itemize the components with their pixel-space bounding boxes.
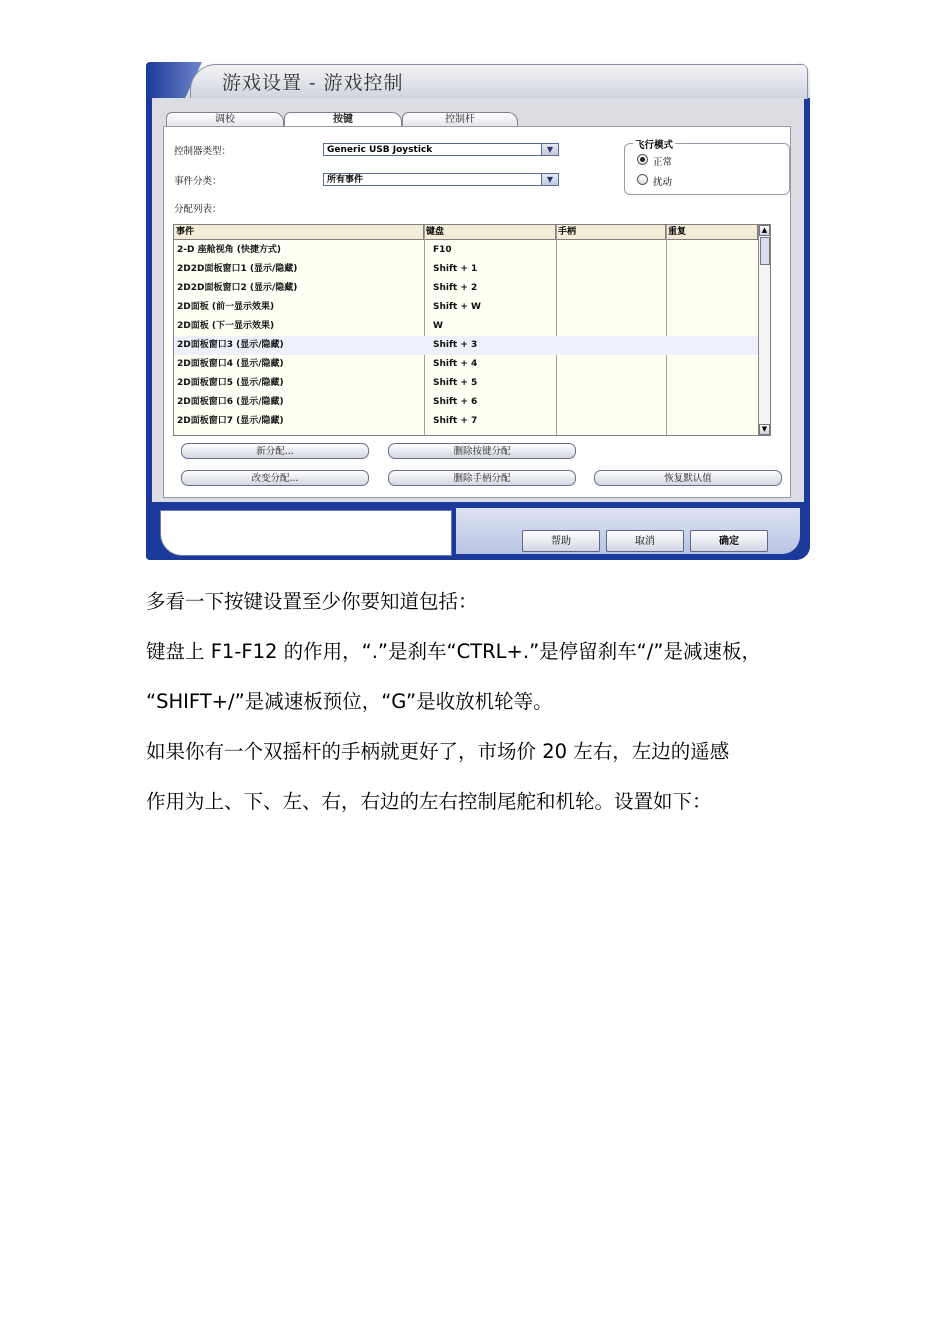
- chevron-down-icon[interactable]: ▼: [541, 174, 558, 185]
- delete-key-assign-button[interactable]: 删除按键分配: [388, 443, 576, 459]
- row-keyboard: Shift + 2: [433, 283, 478, 293]
- table-header: [174, 225, 758, 240]
- tab-joystick[interactable]: 控制杆: [402, 112, 518, 127]
- footer-right-panel: [456, 508, 800, 554]
- row-keyboard: F10: [433, 245, 452, 255]
- radio-normal-label: 正常: [653, 157, 673, 168]
- column-header-event[interactable]: 事件: [174, 225, 424, 239]
- keys-panel: [163, 126, 791, 498]
- controller-type-value: Generic USB Joystick: [327, 145, 433, 155]
- table-row[interactable]: [174, 393, 758, 412]
- radio-normal[interactable]: [637, 154, 648, 165]
- radio-turbulence[interactable]: [637, 174, 648, 185]
- assignment-table: [173, 224, 771, 436]
- row-keyboard: Shift + 5: [433, 378, 478, 388]
- scroll-up-icon[interactable]: ▲: [759, 225, 770, 236]
- table-row[interactable]: [174, 374, 758, 393]
- controller-type-select[interactable]: [323, 143, 559, 156]
- table-row[interactable]: [174, 279, 758, 298]
- tab-keys[interactable]: 按键: [284, 112, 402, 128]
- chevron-down-icon[interactable]: ▼: [541, 144, 558, 155]
- radio-turbulence-label: 扰动: [653, 177, 673, 188]
- table-row[interactable]: [174, 298, 758, 317]
- ok-button[interactable]: 确定: [690, 530, 768, 552]
- row-keyboard: Shift + 6: [433, 397, 478, 407]
- table-scrollbar[interactable]: [758, 225, 770, 435]
- restore-defaults-button[interactable]: 恢复默认值: [594, 470, 782, 486]
- row-event: 2D面板窗口5 (显示/隐藏): [177, 378, 284, 388]
- row-event: 2D面板窗口6 (显示/隐藏): [177, 397, 284, 407]
- event-category-value: 所有事件: [327, 175, 364, 185]
- event-category-label: 事件分类：: [174, 176, 222, 187]
- row-event: 2D面板 (下一显示效果): [177, 321, 275, 331]
- table-row[interactable]: [174, 241, 758, 260]
- assignment-list-label: 分配列表：: [174, 204, 222, 215]
- event-category-select[interactable]: [323, 173, 559, 186]
- game-settings-dialog: [146, 62, 810, 560]
- table-row[interactable]: [174, 317, 758, 336]
- new-assign-button[interactable]: 新分配...: [181, 443, 369, 459]
- tab-calibration[interactable]: 调校: [166, 112, 284, 127]
- column-header-joystick[interactable]: 手柄: [556, 225, 666, 239]
- change-assign-button[interactable]: 改变分配...: [181, 470, 369, 486]
- table-row-selected[interactable]: [174, 336, 758, 355]
- row-event: 2-D 座舱视角 (快捷方式): [177, 245, 281, 255]
- row-keyboard: Shift + W: [433, 302, 481, 312]
- row-event: 2D2D面板窗口2 (显示/隐藏): [177, 283, 298, 293]
- row-keyboard: Shift + 7: [433, 416, 478, 426]
- flight-mode-title: 飞行模式: [633, 137, 675, 151]
- dialog-body: [152, 98, 804, 502]
- cancel-button[interactable]: 取消: [606, 530, 684, 552]
- table-row[interactable]: [174, 260, 758, 279]
- flight-mode-group: [624, 140, 790, 195]
- row-keyboard: Shift + 1: [433, 264, 478, 274]
- row-keyboard: W: [433, 321, 443, 331]
- row-event: 2D面板窗口7 (显示/隐藏): [177, 416, 284, 426]
- scroll-down-icon[interactable]: ▼: [759, 424, 770, 435]
- footer-left-panel: [160, 510, 452, 556]
- delete-joystick-assign-button[interactable]: 删除手柄分配: [388, 470, 576, 486]
- paragraph-line-1: 多看一下按键设置至少你要知道包括：: [146, 590, 478, 613]
- paragraph-line-2: 键盘上 F1-F12 的作用，“.”是刹车“CTRL+.”是停留刹车“/”是减速板，: [146, 640, 761, 663]
- column-header-repeat[interactable]: 重复: [666, 225, 758, 239]
- paragraph-line-3: “SHIFT+/”是减速板预位，“G”是收放机轮等。: [146, 690, 553, 713]
- dialog-title: 游戏设置 - 游戏控制: [222, 72, 404, 94]
- row-event: 2D2D面板窗口1 (显示/隐藏): [177, 264, 298, 274]
- row-event: 2D面板窗口4 (显示/隐藏): [177, 359, 284, 369]
- scroll-thumb[interactable]: [760, 237, 770, 265]
- column-header-keyboard[interactable]: 键盘: [424, 225, 556, 239]
- row-event: 2D面板窗口3 (显示/隐藏): [177, 340, 284, 350]
- paragraph-line-5: 作用为上、下、左、右，右边的左右控制尾舵和机轮。设置如下：: [146, 790, 712, 813]
- help-button[interactable]: 帮助: [522, 530, 600, 552]
- table-row[interactable]: [174, 355, 758, 374]
- row-event: 2D面板 (前一显示效果): [177, 302, 275, 312]
- paragraph-line-4: 如果你有一个双摇杆的手柄就更好了，市场价 20 左右，左边的遥感: [146, 740, 730, 763]
- row-keyboard: Shift + 4: [433, 359, 478, 369]
- dialog-title-bar: [146, 62, 810, 98]
- row-keyboard: Shift + 3: [433, 340, 478, 350]
- controller-type-label: 控制器类型：: [174, 146, 232, 157]
- table-row[interactable]: [174, 412, 758, 431]
- dialog-footer: [146, 502, 810, 560]
